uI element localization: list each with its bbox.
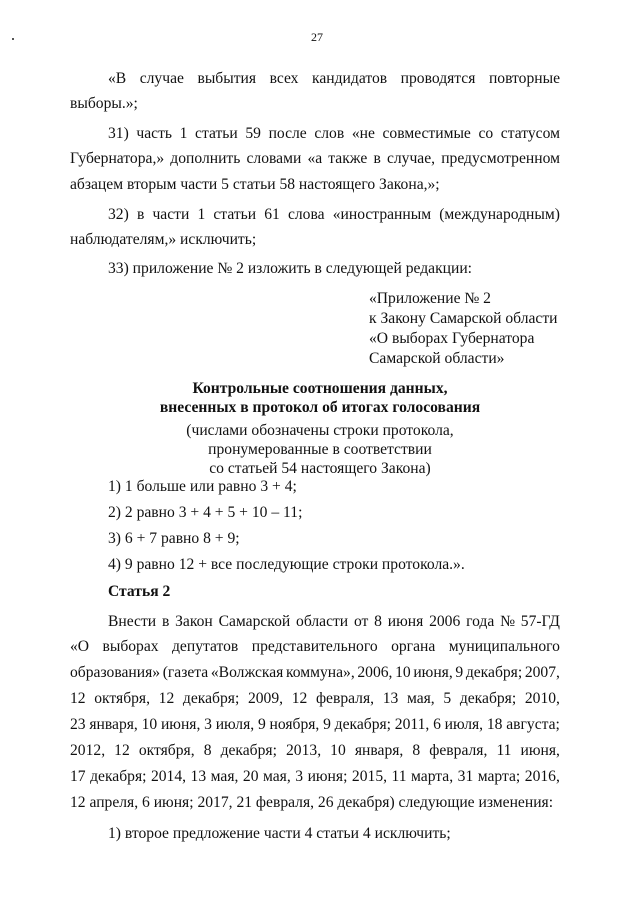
article-line — [70, 768, 560, 786]
word: марта; — [477, 768, 521, 785]
word: 9 — [455, 664, 464, 681]
word: 32) — [108, 206, 129, 223]
paragraph-line: 33) приложение № 2 изложить в следующей редакции: — [108, 260, 473, 277]
word: 61 — [264, 206, 280, 223]
word: декабря; — [220, 742, 277, 759]
article-title: Статья 2 — [108, 583, 171, 600]
word: июня; — [307, 768, 348, 785]
ratio-item: 4) 9 равно 12 + все последующие строки протокола.». — [108, 556, 465, 573]
word: февраля, — [429, 742, 488, 759]
word: 2006 — [429, 613, 461, 630]
paragraph-line — [108, 70, 560, 88]
word: повторные — [488, 70, 560, 87]
word: часть — [136, 125, 173, 142]
word: марта, — [411, 768, 454, 785]
word: ноября, — [269, 716, 320, 733]
article-line: 12 апреля, 6 июня; 2017, 21 февраля, 26 декабря) следующие изменения: — [70, 794, 554, 811]
word: июля, — [215, 716, 255, 733]
word: мая, — [263, 768, 291, 785]
word: 13 — [190, 768, 207, 785]
word: октября, — [138, 742, 195, 759]
word: 6 — [433, 716, 441, 733]
word: 3 — [295, 768, 304, 785]
appendix-ref-line: «О выборах Губернатора — [369, 330, 535, 347]
word: 5 — [443, 690, 452, 707]
word: 11 — [496, 742, 512, 759]
ratio-item: 3) 6 + 7 равно 8 + 9; — [108, 530, 240, 547]
word: представительного — [251, 638, 378, 655]
word: мая, — [210, 768, 239, 785]
word: 2011, — [394, 716, 430, 733]
word: со — [478, 125, 494, 142]
word: 2015, — [351, 768, 388, 785]
word: области — [296, 613, 349, 630]
appendix-ref-line: Самарской области» — [369, 350, 505, 367]
article-line — [70, 664, 560, 682]
word: 10 — [395, 664, 411, 681]
word: декабря; — [182, 690, 240, 707]
word: случае, — [386, 150, 436, 167]
word: декабря; — [334, 716, 392, 733]
paragraph-line — [108, 125, 560, 143]
word: 12 — [114, 742, 130, 759]
word: Самарской — [218, 613, 291, 630]
word: 23 — [70, 716, 86, 733]
word: июня, — [413, 664, 453, 681]
word: (газета — [162, 664, 209, 681]
word: в — [373, 150, 381, 167]
word: всех — [269, 70, 299, 87]
word: случае — [139, 70, 184, 87]
word: февраля, — [315, 690, 375, 707]
page-number: 27 — [311, 30, 323, 44]
word: от — [353, 613, 369, 630]
word: августа; — [506, 716, 560, 733]
word: выбытия — [197, 70, 257, 87]
word: 31 — [457, 768, 474, 785]
word: 12 — [70, 690, 86, 707]
word: 8 — [203, 742, 212, 759]
word: 2013, — [286, 742, 322, 759]
ratio-item: 1) 1 больше или равно 3 + 4; — [108, 478, 297, 495]
article-line — [70, 716, 560, 734]
word: статусом — [500, 125, 560, 142]
appendix-ref-line: «Приложение № 2 — [369, 290, 491, 307]
word: 20 — [242, 768, 259, 785]
word: июня — [387, 613, 424, 630]
word: в — [161, 613, 170, 630]
paragraph-line: наблюдателям,» исключить; — [70, 231, 257, 248]
word: 2016, — [524, 768, 560, 785]
word: 1 — [197, 206, 206, 223]
word: 59 — [245, 125, 261, 142]
word: 2014, — [150, 768, 187, 785]
word: слова — [287, 206, 325, 223]
paragraph-line: выборы.»; — [70, 95, 138, 112]
word: 17 — [70, 768, 86, 785]
word: 2009, — [247, 690, 284, 707]
word: 2007, — [524, 664, 560, 681]
scan-speck — [12, 38, 14, 40]
word: словами — [246, 150, 302, 167]
word: 2010, — [524, 690, 560, 707]
word: муниципального — [448, 638, 560, 655]
word: июля, — [444, 716, 484, 733]
section-heading: внесенных в протокол об итогах голосования — [159, 399, 481, 416]
section-heading: Контрольные соотношения данных, — [192, 380, 448, 397]
word: октября, — [94, 690, 151, 707]
word: (международным) — [439, 206, 560, 223]
word: «Волжская — [210, 664, 284, 681]
article-line — [70, 742, 560, 760]
word: 11 — [391, 768, 407, 785]
word: «О — [70, 638, 90, 655]
word: 12 — [158, 690, 175, 707]
word: после — [268, 125, 307, 142]
word: «не — [351, 125, 375, 142]
word: 31) — [108, 125, 129, 142]
word: «иностранным — [332, 206, 432, 223]
word: декабря; — [465, 664, 523, 681]
paragraph-line — [70, 150, 560, 168]
word: Внести — [108, 613, 157, 630]
paragraph-line: абзацем вторым части 5 статьи 58 настоящего Закона,»; — [70, 176, 440, 193]
word: выборах — [102, 638, 159, 655]
article-line — [70, 690, 560, 708]
article-line — [70, 638, 560, 656]
word: № — [500, 613, 515, 630]
word: кандидатов — [312, 70, 388, 87]
word: 3 — [204, 716, 212, 733]
word: части — [152, 206, 190, 223]
list-item: 1) второе предложение части 4 статьи 4 исключить; — [108, 825, 451, 842]
word: также — [328, 150, 368, 167]
word: проводятся — [400, 70, 476, 87]
word: 8 — [412, 742, 421, 759]
word: 2012, — [70, 742, 106, 759]
word: «В — [108, 70, 127, 87]
word: статьи — [213, 206, 257, 223]
word: декабря; — [459, 690, 517, 707]
word: года — [466, 613, 495, 630]
article-line — [108, 613, 560, 631]
word: декабря; — [90, 768, 147, 785]
appendix-ref-line: к Закону Самарской области — [369, 310, 558, 327]
ratio-item: 2) 2 равно 3 + 4 + 5 + 10 – 11; — [108, 504, 303, 521]
word: 10 — [141, 716, 158, 733]
paragraph-line — [108, 206, 560, 224]
word: «а — [307, 150, 323, 167]
word: коммуна», — [285, 664, 355, 681]
word: органа — [391, 638, 436, 655]
word: предусмотренном — [441, 150, 560, 167]
word: 2006, — [357, 664, 393, 681]
section-subheading: пронумерованные в соответствии — [208, 441, 432, 458]
section-subheading: со статьей 54 настоящего Закона) — [209, 460, 431, 477]
word: образования» — [70, 664, 161, 681]
word: дополнить — [170, 150, 241, 167]
word: статьи — [195, 125, 238, 142]
word: мая, — [406, 690, 435, 707]
word: совместимые — [382, 125, 471, 142]
word: 10 — [330, 742, 346, 759]
word: 12 — [291, 690, 308, 707]
word: в — [136, 206, 145, 223]
word: июня, — [520, 742, 560, 759]
word: Губернатора,» — [70, 150, 165, 167]
word: слов — [314, 125, 345, 142]
section-subheading: (числами обозначены строки протокола, — [186, 422, 454, 439]
word: 9 — [257, 716, 266, 733]
word: 1 — [179, 125, 188, 142]
word: июня, — [160, 716, 201, 733]
word: 8 — [374, 613, 382, 630]
word: января, — [354, 742, 404, 759]
word: 13 — [382, 690, 399, 707]
word: депутатов — [172, 638, 239, 655]
word: 9 — [323, 716, 331, 733]
word: 18 — [486, 716, 503, 733]
word: Закон — [175, 613, 213, 630]
word: января, — [89, 716, 138, 733]
word: 57-ГД — [520, 613, 560, 630]
